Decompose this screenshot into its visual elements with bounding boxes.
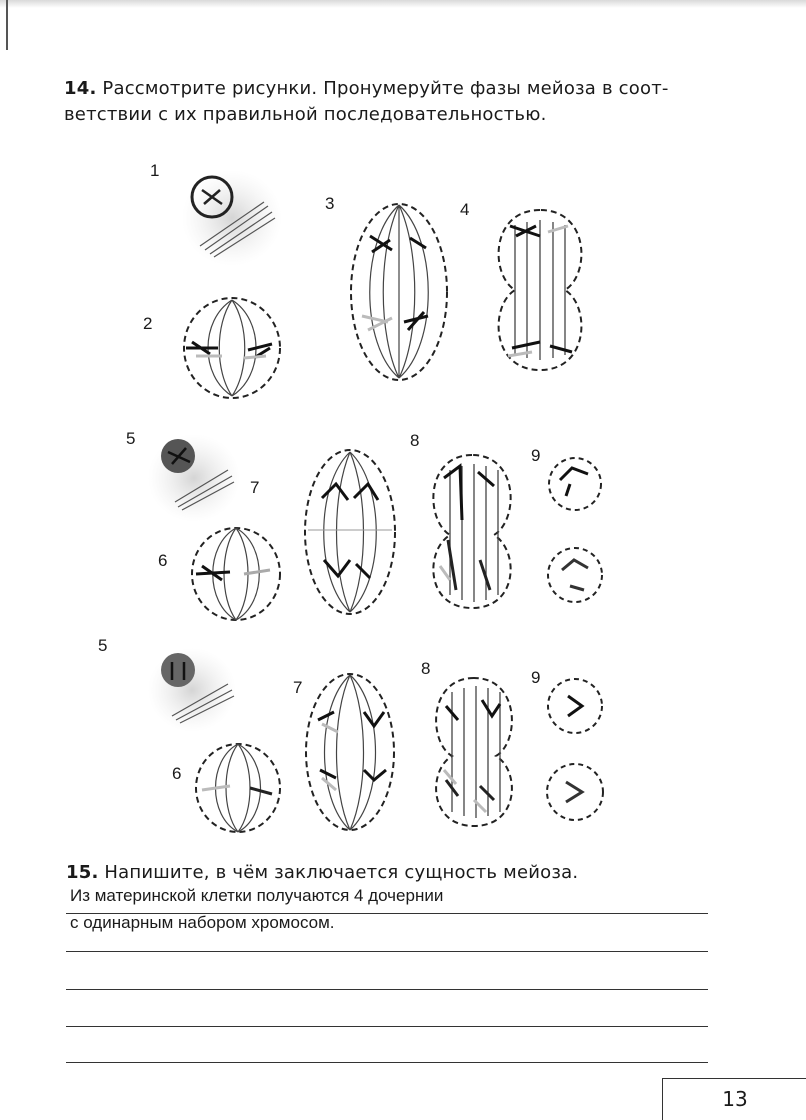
answer-rule-3 <box>66 989 708 990</box>
answer-line-1-text: Из материнской клетки получаются 4 дочернии <box>70 886 444 905</box>
page-number: 13 <box>722 1087 748 1111</box>
task-15 <box>66 860 716 886</box>
answer-line-2-text: с одинарным набором хромосом. <box>70 913 335 932</box>
figure-label-8b: 8 <box>421 659 431 678</box>
answer-rule-5 <box>66 1062 708 1063</box>
task-15-number: 15. <box>66 862 99 883</box>
figure-label-1: 1 <box>150 161 160 180</box>
cell-5b-drawing <box>148 648 236 732</box>
task-14-text-line2: ветствии с их правильной последовательностью. <box>64 104 547 125</box>
cell-7a-drawing <box>305 450 395 614</box>
figure-label-2: 2 <box>143 314 153 333</box>
task-15-question: Напишите, в чём заключается сущность мейоза. <box>104 862 579 883</box>
cell-5a-drawing <box>148 434 240 522</box>
cell-2-drawing <box>184 298 280 398</box>
figure-label-6a: 6 <box>158 551 168 570</box>
figure-label-7a: 7 <box>250 478 260 497</box>
cell-6b-drawing <box>196 744 280 832</box>
cell-9b-drawing <box>547 679 603 820</box>
figure-label-8a: 8 <box>410 431 420 450</box>
task-14-text-line1: Рассмотрите рисунки. Пронумеруйте фазы мейоза в соот- <box>102 78 669 99</box>
cell-8a-drawing <box>433 455 510 608</box>
cell-8b-drawing <box>436 678 512 826</box>
cell-1-drawing <box>182 170 282 266</box>
figure-label-6b: 6 <box>172 764 182 783</box>
figure-label-5b: 5 <box>98 636 108 655</box>
figure-label-4: 4 <box>460 200 470 219</box>
figure-label-9b: 9 <box>531 668 541 687</box>
cell-3-drawing <box>351 204 447 380</box>
cell-4-drawing <box>499 210 582 370</box>
cell-9a-drawing <box>548 458 602 602</box>
page-number-box <box>662 1078 806 1120</box>
cell-6a-drawing <box>192 528 280 620</box>
cell-7b-drawing <box>306 674 394 830</box>
figure-label-3: 3 <box>325 194 335 213</box>
answer-rule-2 <box>66 951 708 952</box>
figure-label-5a: 5 <box>126 429 136 448</box>
figure-label-9a: 9 <box>531 446 541 465</box>
answer-rule-4 <box>66 1026 708 1027</box>
task-14-number: 14. <box>64 78 97 99</box>
figure-label-7b: 7 <box>293 678 303 697</box>
